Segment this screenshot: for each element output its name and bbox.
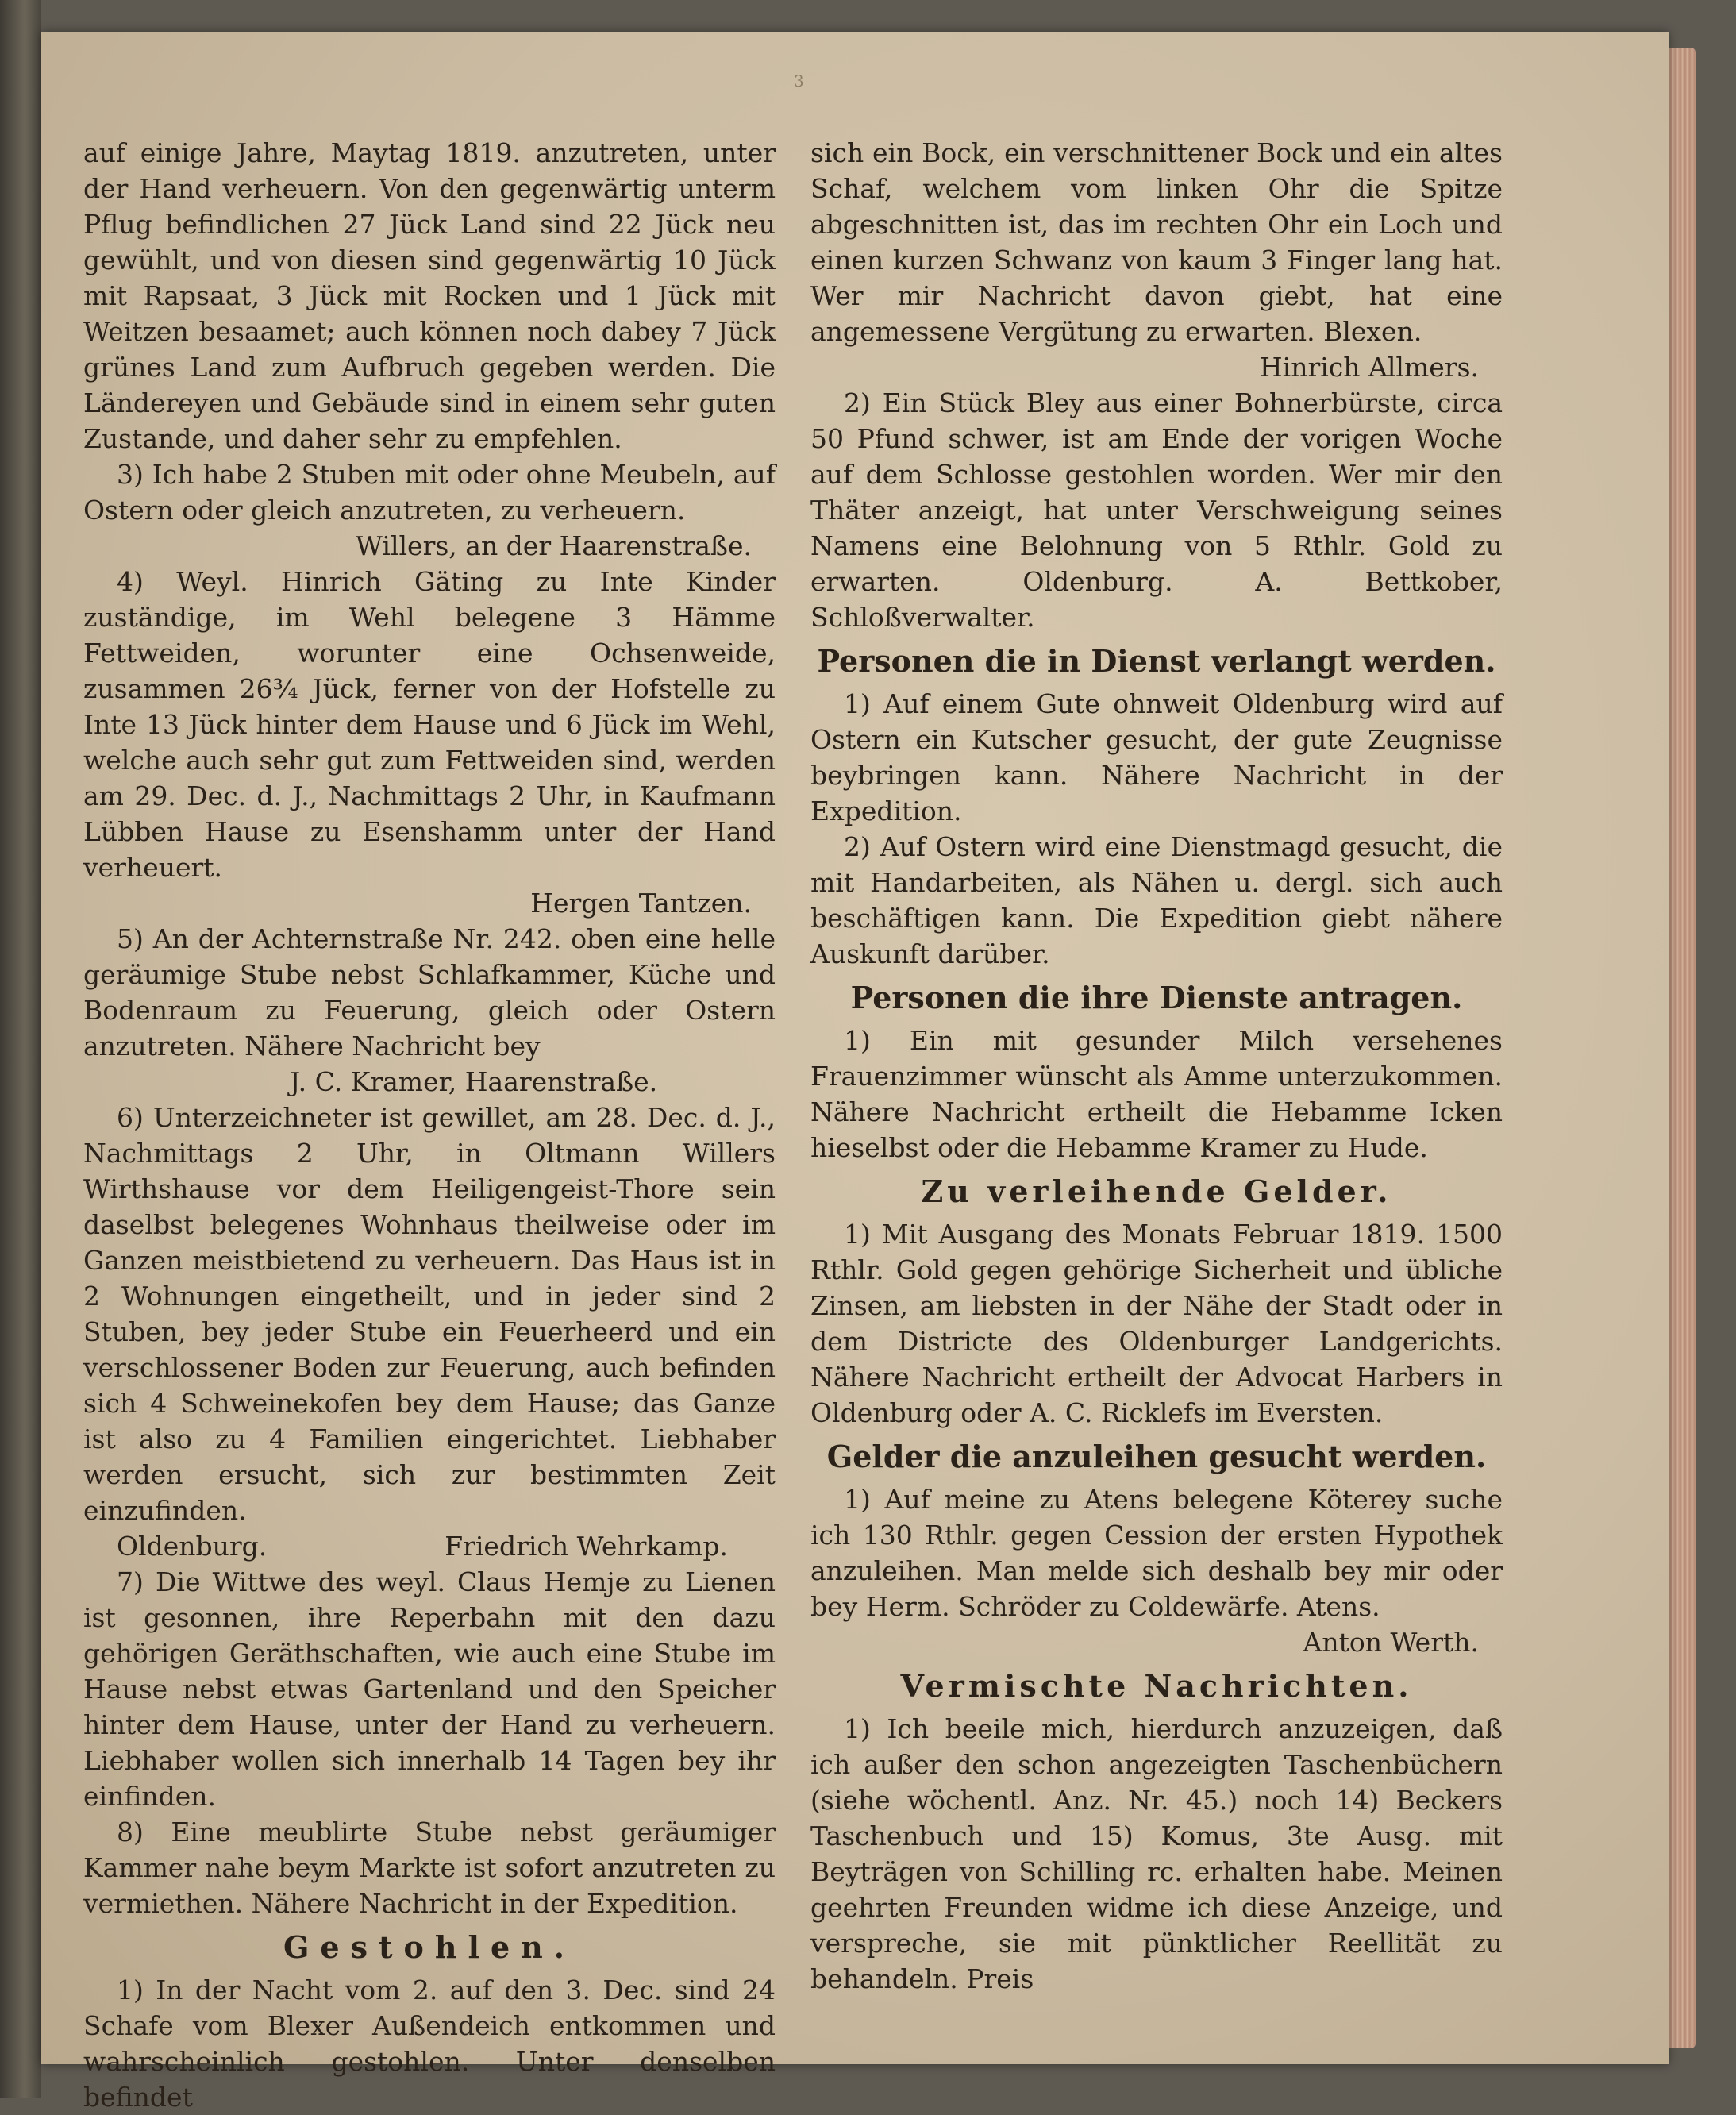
notice-paragraph: 4) Weyl. Hinrich Gäting zu Inte Kinder zuständige, im Wehl belegene 3 Hämme Fettweiden, worunter eine Ochsenweide, zusammen 26¾ Jück, ferner von der Hofstelle zu Inte 13 Jück hinter dem Hause und 6 Jück im Wehl, welche auch sehr gut zum Fettweiden sind, werden am 29. Dec. d. J., Nachmittags 2 Uhr, in Kaufmann Lübben Hause zu Esenshamm unter der Hand verheuert. — [83, 566, 776, 883]
notice-paragraph: 1) Mit Ausgang des Monats Februar 1819. 1500 Rthlr. Gold gegen gehörige Sicherheit und übliche Zinsen, am liebsten in der Nähe der Stadt oder in dem Districte des Oldenburger Landgerichts. Nähere Nachricht ertheilt der Advocat Harbers in Oldenburg oder A. C. Ricklefs im Eversten. — [810, 1219, 1503, 1428]
signature: Hergen Tantzen. — [530, 888, 752, 919]
notice-paragraph: 1) Auf einem Gute ohnweit Oldenburg wird auf Ostern ein Kutscher gesucht, der gute Zeugnisse beybringen kann. Nähere Nachricht in der Expedition. — [810, 688, 1503, 826]
signature: J. C. Kramer, Haarenstraße. — [290, 1066, 658, 1097]
notice-paragraph: 6) Unterzeichneter ist gewillet, am 28. Dec. d. J., Nachmittags 2 Uhr, in Oltmann Willers Wirthshause vor dem Heiligengeist-Thore sein daselbst belegenes Wohnhaus theilweise oder im Ganzen meistbietend zu verheuern. Das Haus ist in 2 Wohnungen eingetheilt, und in jeder sind 2 Stuben, bey jeder Stube ein Feuerheerd und ein verschlossener Boden zur Feuerung, auch befinden sich 4 Schweinekofen bey dem Hause; das Ganze ist also zu 4 Familien eingerichtet. Liebhaber werden ersucht, sich zur bestimmten Zeit einzufinden. — [83, 1102, 776, 1526]
notice-paragraph: 1) Ein mit gesunder Milch versehenes Frauenzimmer wünscht als Amme unterzukommen. Nähere Nachricht ertheilt die Hebamme Icken hieselbst oder die Hebamme Kramer zu Hude. — [810, 1025, 1503, 1163]
notice-paragraph: 5) An der Achternstraße Nr. 242. oben eine helle geräumige Stube nebst Schlafkammer, Küche und Bodenraum zu Feuerung, gleich oder Ostern anzutreten. Nähere Nachricht bey — [83, 923, 776, 1061]
section-heading: Personen die in Dienst verlangt werden. — [817, 643, 1496, 679]
notice-paragraph: 7) Die Wittwe des weyl. Claus Hemje zu Lienen ist gesonnen, ihre Reperbahn mit den dazu gehörigen Geräthschaften, wie auch eine Stube im Hause nebst etwas Gartenland und den Speicher hinter dem Hause, unter der Hand zu verheuern. Liebhaber wollen sich innerhalb 14 Tagen bey ihr einfinden. — [83, 1566, 776, 1812]
signature-name: Friedrich Wehrkamp. — [445, 1531, 728, 1562]
right-column — [810, 135, 1503, 1997]
section-heading: Personen die ihre Dienste antragen. — [850, 980, 1463, 1015]
notice-paragraph: sich ein Bock, ein verschnittener Bock und ein altes Schaf, welchem vom linken Ohr die Spitze abgeschnitten ist, das im rechten Ohr ein Loch und einen kurzen Schwanz von kaum 3 Finger lang hat. Wer mir Nachricht davon giebt, hat eine angemessene Vergütung zu erwarten. Blexen. — [810, 137, 1503, 347]
notice-paragraph: 2) Auf Ostern wird eine Dienstmagd gesucht, die mit Handarbeiten, als Nähen u. dergl. sich auch beschäftigen kann. Die Expedition giebt nähere Auskunft darüber. — [810, 831, 1503, 969]
left-column — [83, 135, 776, 2115]
signature: Hinrich Allmers. — [1259, 352, 1479, 383]
notice-paragraph: 2) Ein Stück Bley aus einer Bohnerbürste, circa 50 Pfund schwer, ist am Ende der vorigen Woche auf dem Schlosse gestohlen worden. Wer mir den Thäter anzeigt, hat unter Verschweigung seines Namens eine Belohnung von 5 Rthlr. Gold zu erwarten. Oldenburg. A. Bettkober, Schloßverwalter. — [810, 387, 1503, 633]
notice-paragraph: 1) Auf meine zu Atens belegene Köterey suche ich 130 Rthlr. gegen Cession der ersten Hypothek anzuleihen. Man melde sich deshalb bey mir oder bey Herm. Schröder zu Coldewärfe. Atens. — [810, 1484, 1503, 1622]
notice-paragraph: 1) In der Nacht vom 2. auf den 3. Dec. sind 24 Schafe vom Blexer Außendeich entkommen und wahrscheinlich gestohlen. Unter denselben befindet — [83, 1974, 776, 2113]
signature-row — [83, 1528, 776, 1564]
signature: Willers, an der Haarenstraße. — [356, 530, 752, 561]
book-spine-edge — [0, 0, 41, 2098]
notice-paragraph: auf einige Jahre, Maytag 1819. anzutreten, unter der Hand verheuern. Von den gegenwärtig unterm Pflug befindlichen 27 Jück Land sind 22 Jück neu gewühlt, und von diesen sind gegenwärtig 10 Jück mit Rapsaat, 3 Jück mit Rocken und 1 Jück mit Weitzen besaamet; auch können noch dabey 7 Jück grünes Land zum Aufbruch gegeben werden. Die Ländereyen und Gebäude sind in einem sehr guten Zustande, und daher sehr zu empfehlen. — [83, 137, 776, 454]
signature-place: Oldenburg. — [117, 1531, 268, 1562]
page-folio: 3 — [794, 71, 804, 91]
notice-paragraph: 3) Ich habe 2 Stuben mit oder ohne Meubeln, auf Ostern oder gleich anzutreten, zu verheuern. — [83, 459, 776, 526]
signature: Anton Werth. — [1303, 1627, 1479, 1658]
section-heading: Gestohlen. — [283, 1929, 576, 1965]
notice-paragraph: 8) Eine meublirte Stube nebst geräumiger Kammer nahe beym Markte ist sofort anzutreten zu vermiethen. Nähere Nachricht in der Expedition. — [83, 1816, 776, 1919]
section-heading: Zu verleihende Gelder. — [921, 1173, 1392, 1209]
page-stack-edge — [1669, 48, 1696, 2048]
section-heading: Gelder die anzuleihen gesucht werden. — [826, 1439, 1487, 1474]
notice-paragraph: 1) Ich beeile mich, hierdurch anzuzeigen, daß ich außer den schon angezeigten Taschenbüchern (siehe wöchentl. Anz. Nr. 45.) noch 14) Beckers Taschenbuch und 15) Komus, 3te Ausg. mit Beyträgen von Schilling rc. erhalten habe. Meinen geehrten Freunden widme ich diese Anzeige, und verspreche, sie mit pünktlicher Reellität zu behandeln. Preis — [810, 1713, 1503, 1994]
section-heading: Vermischte Nachrichten. — [900, 1668, 1413, 1704]
